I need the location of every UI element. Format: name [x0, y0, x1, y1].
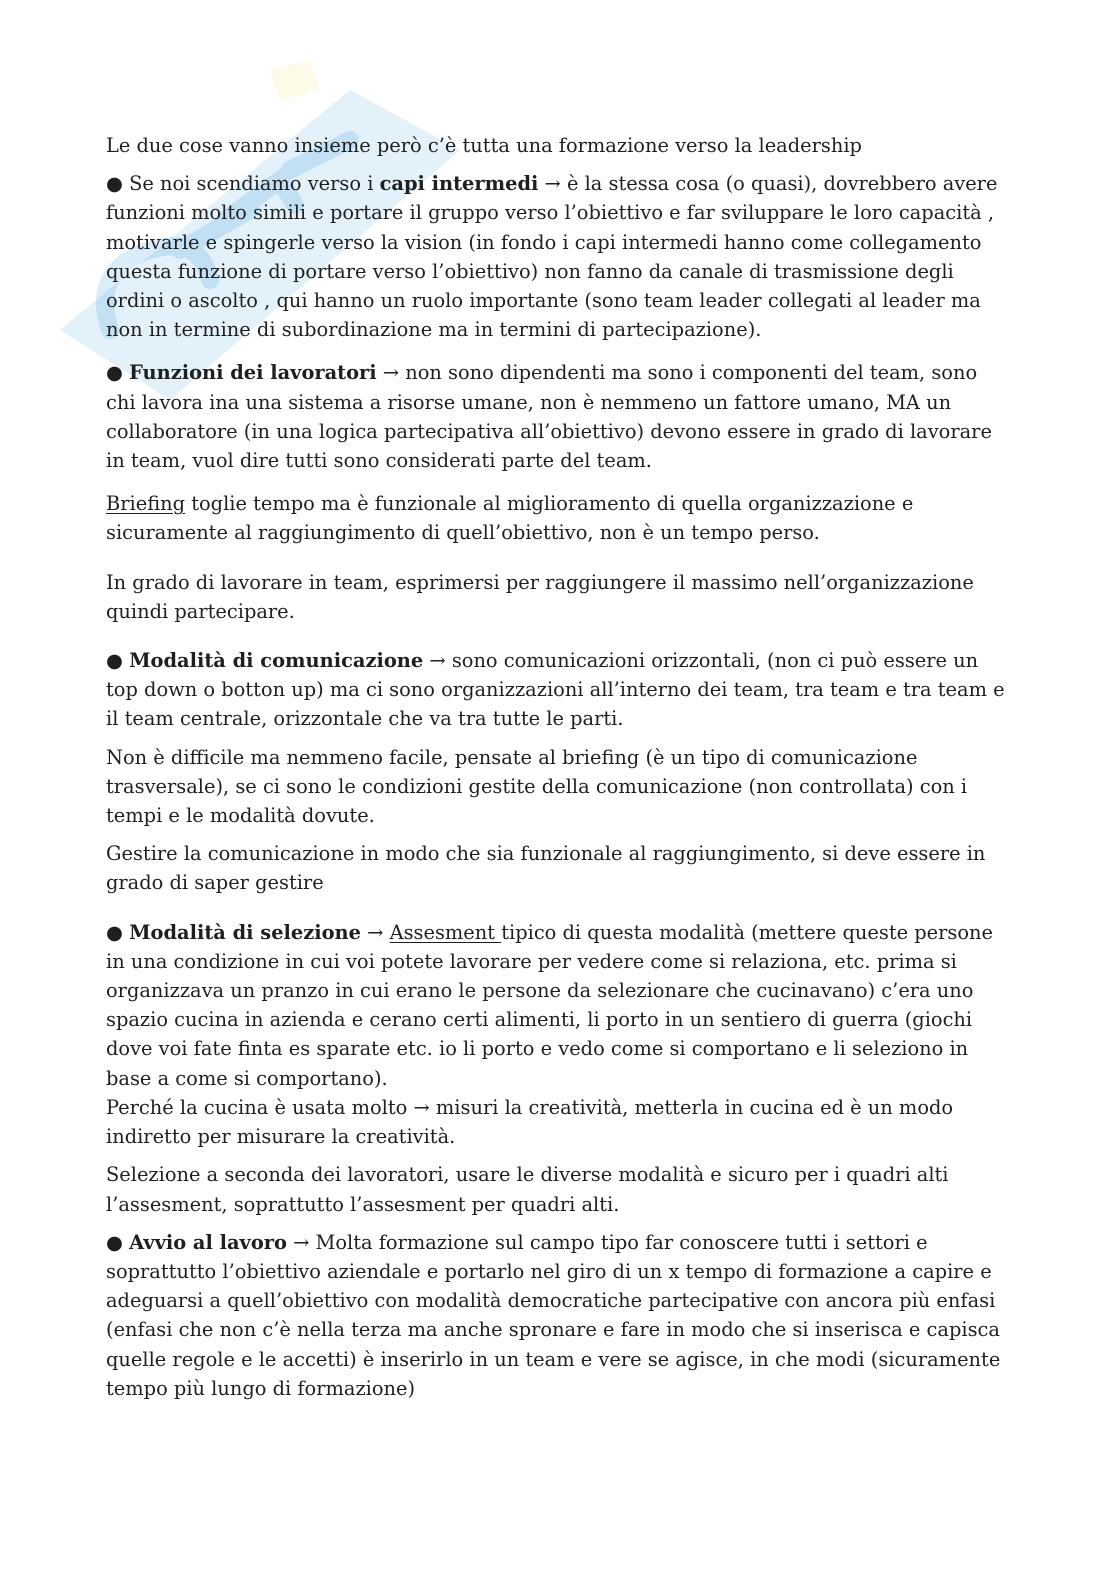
paragraph-lavorare-team: In grado di lavorare in team, esprimersi per raggiungere il massimo nell’organizzazione quindi partecipare.: [106, 570, 974, 623]
arrow-right-icon: →: [407, 1095, 436, 1119]
heading-avvio-lavoro: Avvio al lavoro: [129, 1230, 287, 1254]
paragraph-cucina: Perché la cucina è usata molto → misuri la creatività, metterla in cucina ed è un modo indiretto per misurare la creatività.: [106, 1095, 954, 1149]
underlined-assesment: Assesment: [389, 920, 502, 944]
paragraph-selezione-lavoratori: Selezione a seconda dei lavoratori, usare le diverse modalità e sicuro per i quadri alti l’assesment, soprattutto l’assesment per quadri alti.: [106, 1163, 949, 1216]
paragraph-gestire: Gestire la comunicazione in modo che sia funzionale al raggiungimento, si deve essere in grado di saper gestire: [106, 842, 986, 895]
arrow-right-icon: →: [538, 172, 567, 196]
paragraph-difficile: Non è difficile ma nemmeno facile, pensate al briefing (è un tipo di comunicazione trasversale), se ci sono le condizioni gestite della comunicazione (non controllata) con i tempi e le modalità dovute.: [106, 745, 968, 828]
heading-capi-intermedi: capi intermedi: [379, 172, 539, 196]
arrow-right-icon: →: [423, 649, 452, 673]
paragraph-intro: Le due cose vanno insieme però c’è tutta una formazione verso la leadership: [106, 134, 862, 157]
paragraph-comunicazione: ● Modalità di comunicazione → sono comunicazioni orizzontali, (non ci può essere un top down o botton up) ma ci sono organizzazioni all’interno dei team, tra team e tra team e il team centrale, orizzontale che va tra tutte le parti.: [106, 649, 1005, 731]
heading-modalita-comunicazione: Modalità di comunicazione: [129, 649, 424, 673]
heading-funzioni-lavoratori: Funzioni dei lavoratori: [129, 361, 377, 385]
heading-modalita-selezione: Modalità di selezione: [129, 920, 361, 944]
bullet-icon: ●: [106, 920, 123, 944]
paragraph-avvio-lavoro: ● Avvio al lavoro → Molta formazione sul campo tipo far conoscere tutti i settori e soprattutto l’obiettivo aziendale e portarlo nel giro di un x tempo di formazione a capire e adeguarsi a quell’obiettivo con modalità democratiche partecipative con ancora più enfasi (enfasi che non c’è nella terza ma anche spronare e fare in modo che si inserisca e capisca quelle regole e le accetti) è inserirlo in un team e vere se agisce, in che modi (sicuramente tempo più lungo di formazione): [106, 1230, 1001, 1400]
document-body: [106, 131, 1011, 1412]
arrow-right-icon: →: [361, 920, 390, 944]
paragraph-selezione: ● Modalità di selezione → Assesment tipico di questa modalità (mettere queste persone in una condizione in cui voi potete lavorare per vedere come si relaziona, etc. prima si organizzava un pranzo in cui erano le persone da selezionare che cucinavano) c’era uno spazio cucina in azienda e cerano certi alimenti, li porto in un sentiero di guerra (giochi dove voi fate finta es sparate etc. io li porto e vedo come si comportano e li seleziono in base a come si comportano).: [106, 920, 994, 1090]
paragraph-capi-intermedi: ● Se noi scendiamo verso i capi intermedi → è la stessa cosa (o quasi), dovrebbero avere funzioni molto simili e portare il gruppo verso l’obiettivo e far sviluppare le loro capacità , motivarle e spingerle verso la vision (in fondo i capi intermedi hanno come collegamento questa funzione di portare verso l’obiettivo) non fanno da canale di trasmissione degli ordini o ascolto , qui hanno un ruolo importante (sono team leader collegati al leader ma non in termine di subordinazione ma in termini di partecipazione).: [106, 172, 998, 342]
underlined-briefing: Briefing: [106, 492, 186, 516]
bullet-icon: ●: [106, 649, 123, 673]
bullet-icon: ●: [106, 361, 123, 385]
paragraph-briefing: Briefing toglie tempo ma è funzionale al miglioramento di quella organizzazione e sicuramente al raggiungimento di quell’obiettivo, non è un tempo perso.: [106, 492, 914, 545]
paragraph-funzioni-lavoratori: ● Funzioni dei lavoratori → non sono dipendenti ma sono i componenti del team, sono chi lavora ina una sistema a risorse umane, non è nemmeno un fattore umano, MA un collaboratore (in una logica partecipativa all’obiettivo) devono essere in grado di lavorare in team, vuol dire tutti sono considerati parte del team.: [106, 361, 992, 473]
arrow-right-icon: →: [286, 1230, 316, 1254]
bullet-icon: ●: [106, 1230, 123, 1254]
bullet-icon: ●: [106, 172, 123, 196]
arrow-right-icon: →: [376, 361, 406, 385]
